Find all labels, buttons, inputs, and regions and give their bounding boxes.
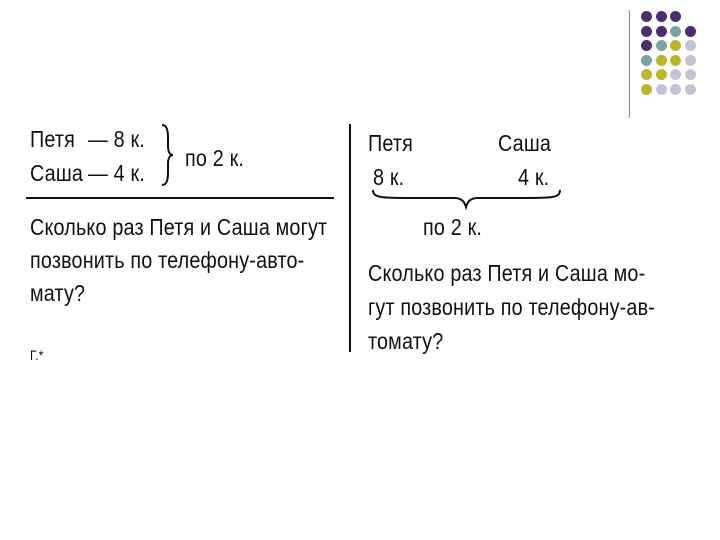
left-brace-label: по 2 к. (185, 145, 245, 171)
left-question-line2: позвонить по телефону-авто- (30, 247, 305, 273)
decorative-dot (641, 55, 652, 66)
decorative-dot (685, 84, 696, 95)
decorative-dot (685, 26, 696, 37)
decorative-dot (670, 40, 681, 51)
right-question-line2: гут позвонить по телефону-ав- (368, 294, 656, 320)
right-curly-brace (372, 188, 562, 210)
right-value-left: 8 к. (373, 164, 405, 190)
decorative-dot (641, 40, 652, 51)
decorative-dot (656, 11, 667, 22)
decorative-dot (641, 69, 652, 80)
right-brace-label: по 2 к. (423, 214, 483, 240)
decorative-dot (656, 69, 667, 80)
decorative-dot (670, 69, 681, 80)
decorative-dot (670, 26, 681, 37)
left-horizontal-rule (26, 197, 334, 199)
decorative-dot (656, 84, 667, 95)
left-line1-value: — 8 к. (88, 126, 145, 152)
textbook-scan (26, 118, 700, 362)
left-curly-brace (160, 124, 174, 186)
decorative-dot (685, 40, 696, 51)
decorative-dot-grid (641, 11, 720, 121)
decorative-dot (685, 55, 696, 66)
decorative-dot (670, 55, 681, 66)
right-question-line3: томату? (368, 328, 444, 354)
decorative-dot (670, 84, 681, 95)
panel-divider (349, 124, 351, 352)
right-question-line1: Сколько раз Петя и Саша мо- (368, 260, 646, 286)
corner-divider-line (629, 10, 630, 118)
decorative-dot (656, 26, 667, 37)
left-question-line3: мату? (30, 280, 86, 306)
decorative-dot (641, 11, 652, 22)
left-question-line1: Сколько раз Петя и Саша могут (30, 214, 328, 240)
left-footer-mark: Г.* (30, 347, 44, 363)
left-line2-name: Саша (30, 160, 84, 186)
decorative-dot (641, 84, 652, 95)
decorative-dot (685, 69, 696, 80)
decorative-dot (656, 55, 667, 66)
left-line2-value: — 4 к. (88, 160, 145, 186)
decorative-dot (641, 26, 652, 37)
right-value-right: 4 к. (518, 164, 550, 190)
right-name-right: Саша (498, 130, 552, 156)
decorative-dot (656, 40, 667, 51)
left-line1-name: Петя (30, 126, 76, 152)
right-name-left: Петя (368, 130, 414, 156)
decorative-dot (670, 11, 681, 22)
